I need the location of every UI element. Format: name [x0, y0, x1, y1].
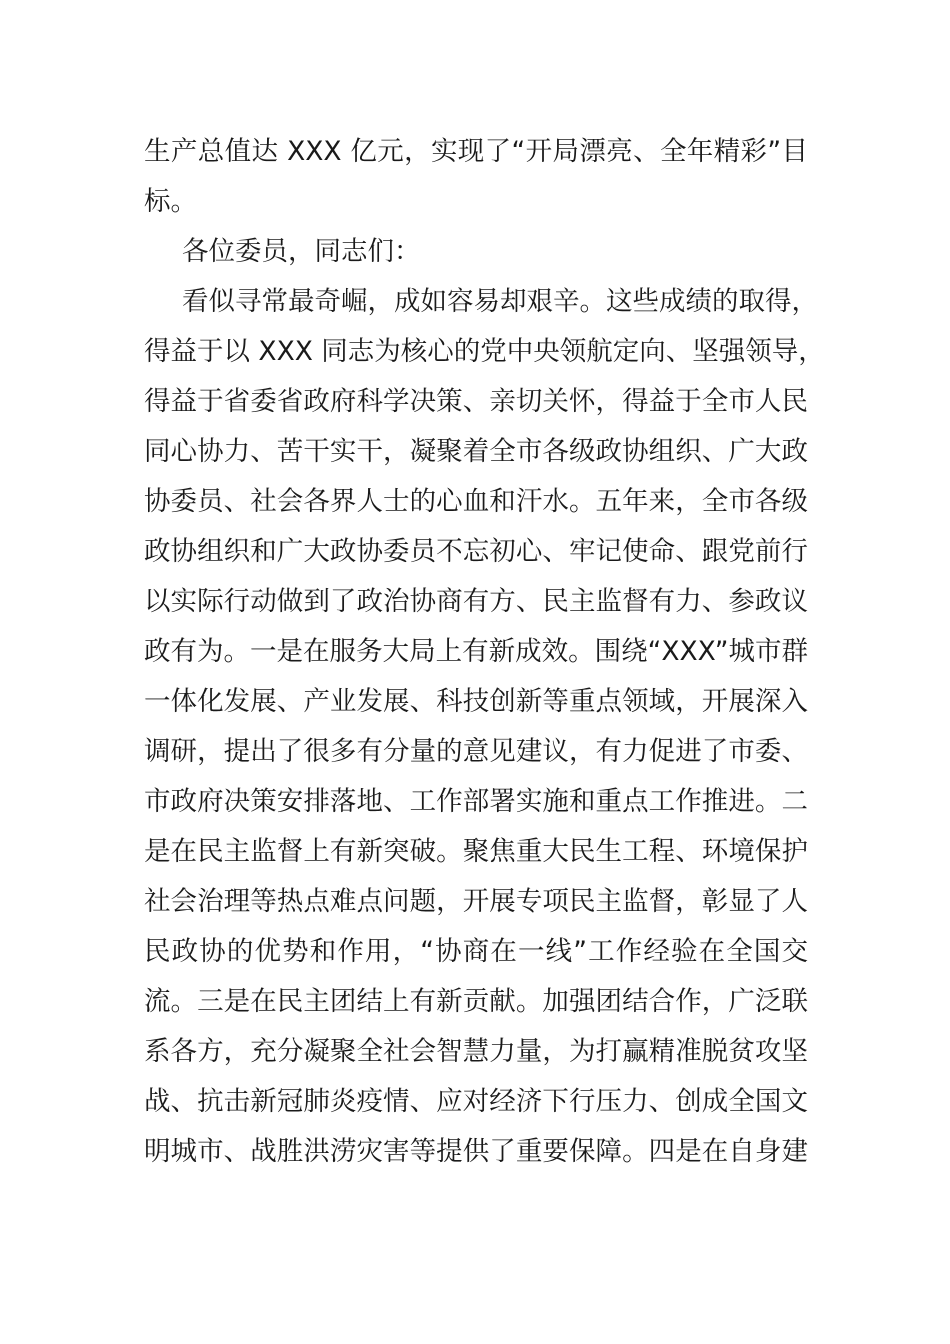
text-line: 生产总值达 XXX 亿元，实现了“开局漂亮、全年精彩”目 — [144, 136, 808, 167]
text-line: 得益于省委省政府科学决策、亲切关怀，得益于全市人民 — [144, 386, 808, 417]
text-line: 标。 — [144, 186, 197, 217]
text-line: 市政府决策安排落地、工作部署实施和重点工作推进。二 — [144, 786, 808, 817]
text-line: 得益于以 XXX 同志为核心的党中央领航定向、坚强领导， — [144, 336, 825, 367]
text-line: 民政协的优势和作用，“协商在一线”工作经验在全国交 — [144, 936, 808, 967]
text-line: 一体化发展、产业发展、科技创新等重点领域，开展深入 — [144, 686, 808, 717]
text-line: 是在民主监督上有新突破。聚焦重大民生工程、环境保护 — [144, 836, 808, 867]
text-line: 政协组织和广大政协委员不忘初心、牢记使命、跟党前行 — [144, 536, 808, 567]
text-line: 看似寻常最奇崛，成如容易却艰辛。这些成绩的取得， — [182, 286, 818, 317]
text-line: 同心协力、苦干实干，凝聚着全市各级政协组织、广大政 — [144, 436, 808, 467]
salutation-line: 各位委员，同志们： — [182, 236, 421, 267]
text-line: 协委员、社会各界人士的心血和汗水。五年来，全市各级 — [144, 486, 808, 517]
text-line: 流。三是在民主团结上有新贡献。加强团结合作，广泛联 — [144, 986, 808, 1017]
text-line: 系各方，充分凝聚全社会智慧力量，为打赢精准脱贫攻坚 — [144, 1036, 808, 1067]
text-line: 以实际行动做到了政治协商有方、民主监督有力、参政议 — [144, 586, 808, 617]
text-line: 明城市、战胜洪涝灾害等提供了重要保障。四是在自身建 — [144, 1136, 808, 1167]
text-line: 社会治理等热点难点问题，开展专项民主监督，彰显了人 — [144, 886, 808, 917]
text-line: 政有为。一是在服务大局上有新成效。围绕“XXX”城市群 — [144, 636, 808, 667]
text-line: 战、抗击新冠肺炎疫情、应对经济下行压力、创成全国文 — [144, 1086, 808, 1117]
text-line: 调研，提出了很多有分量的意见建议，有力促进了市委、 — [144, 736, 808, 767]
